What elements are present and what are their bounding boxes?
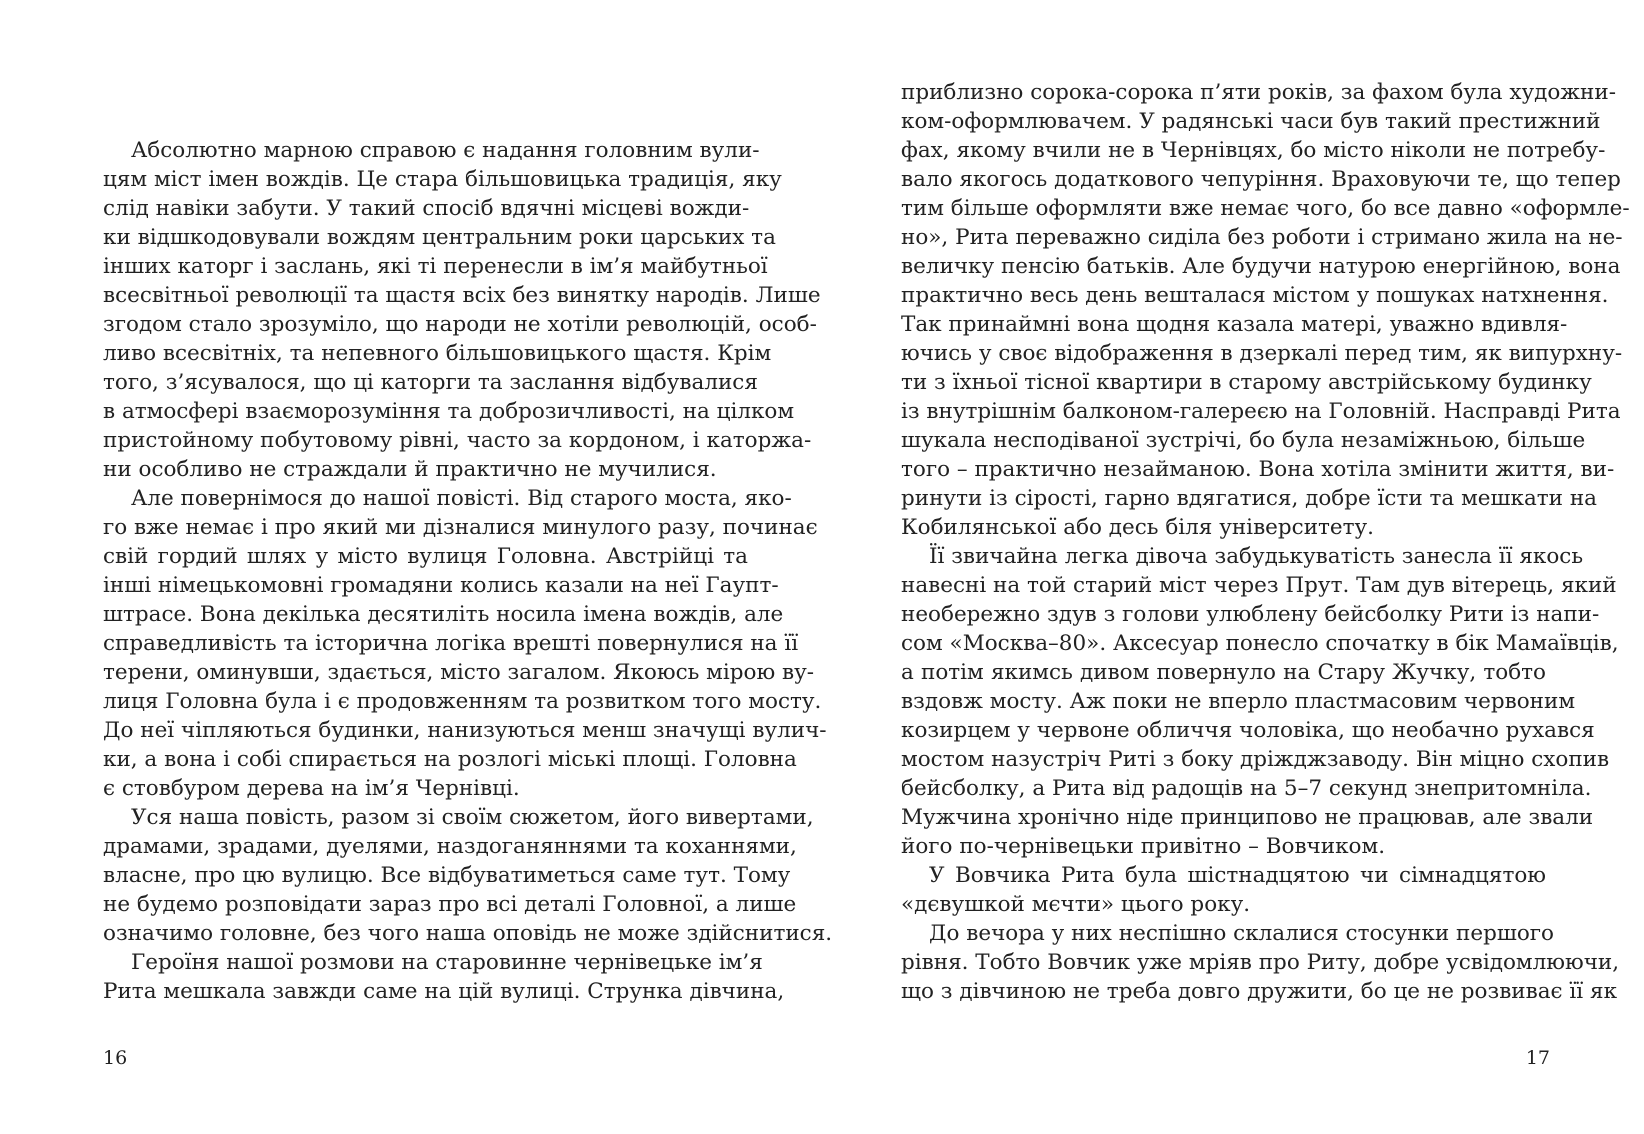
- text-line: рівня. Тобто Вовчик уже мріяв про Риту, добре усвідомлюючи,: [901, 950, 1620, 975]
- text-line: а потім якимсь дивом повернуло на Стару Жучку, тобто: [901, 660, 1546, 685]
- text-line: в атмосфері взаєморозуміння та доброзичливості, на цілком: [103, 399, 795, 424]
- text-line: лиця Головна була і є продовженням та розвитком того мосту.: [103, 689, 822, 714]
- text-line: справедливість та історична логіка врешті повернулися на її: [103, 631, 799, 656]
- text-line: Мужчина хронічно ніде принципово не працював, але звали: [901, 805, 1594, 830]
- text-line: ти з їхньої тісної квартири в старому австрійському будинку: [901, 370, 1592, 395]
- text-line: «дєвушкой мєчти» цього року.: [901, 892, 1251, 917]
- text-line: означимо головне, без чого наша оповідь не може здійснитися.: [103, 921, 833, 946]
- text-line: ючись у своє відображення в дзеркалі перед тим, як випурхну-: [901, 341, 1623, 366]
- text-line: того – практично незайманою. Вона хотіла змінити життя, ви-: [901, 457, 1615, 482]
- text-line: Але повернімося до нашої повісті. Від старого моста, яко-: [131, 486, 792, 511]
- right-page: [822, 0, 1644, 1134]
- text-line: мостом назустріч Риті з боку дріжджзаводу. Він міцно схопив: [901, 747, 1610, 772]
- text-line: не будемо розповідати зараз про всі деталі Головної, а лише: [103, 892, 797, 917]
- text-line: згодом стало зрозуміло, що народи не хотіли революцій, особ-: [103, 312, 817, 337]
- text-line: інших каторг і заслань, які ті перенесли в ім’я майбутньої: [103, 254, 768, 279]
- text-line: терени, оминувши, здається, місто загалом. Якоюсь мірою ву-: [103, 660, 815, 685]
- text-line: но», Рита переважно сиділа без роботи і стримано жила на не-: [901, 225, 1623, 250]
- right-page-number: 17: [1525, 1047, 1550, 1069]
- text-line: Її звичайна легка дівоча забудькуватість занесла її якось: [929, 544, 1584, 569]
- text-line: козирцем у червоне обличчя чоловіка, що необачно рухався: [901, 718, 1595, 743]
- text-line: свій гордий шлях у місто вулиця Головна. Австрійці та: [103, 544, 748, 569]
- text-line: що з дівчиною не треба довго дружити, бо це не розвиває її як: [901, 979, 1618, 1004]
- text-line: інші німецькомовні громадяни колись казали на неї Гаупт-: [103, 573, 779, 598]
- text-line: ливо всесвітніх, та непевного більшовицького щастя. Крім: [103, 341, 772, 366]
- text-line: Рита мешкала завжди саме на цій вулиці. Струнка дівчина,: [103, 979, 785, 1004]
- text-line: того, з’ясувалося, що ці каторги та заслання відбувалися: [103, 370, 758, 395]
- text-line: До неї чіпляються будинки, нанизуються менш значущі вулич-: [103, 718, 827, 743]
- text-line: фах, якому вчили не в Чернівцях, бо місто ніколи не потребу-: [901, 138, 1606, 163]
- text-line: До вечора у них неспішно склалися стосунки першого: [929, 921, 1555, 946]
- text-line: його по-чернівецьки привітно – Вовчиком.: [901, 834, 1386, 859]
- text-line: Так принаймні вона щодня казала матері, уважно вдивля-: [901, 312, 1568, 337]
- text-line: всесвітньої революції та щастя всіх без винятку народів. Лише: [103, 283, 821, 308]
- text-line: тим більше оформляти вже немає чого, бо все давно «оформле-: [901, 196, 1630, 221]
- text-line: сом «Москва–80». Аксесуар понесло спочатку в бік Мамаївців,: [901, 631, 1619, 656]
- text-line: ки, а вона і собі спирається на розлогі міські площі. Головна: [103, 747, 797, 772]
- text-line: власне, про цю вулицю. Все відбуватиметься саме тут. Тому: [103, 863, 791, 888]
- text-line: драмами, зрадами, дуелями, наздоганяннями та коханнями,: [103, 834, 797, 859]
- text-line: слід навіки забути. У такий спосіб вдячні місцеві вожди-: [103, 196, 750, 221]
- text-line: ни особливо не страждали й практично не мучилися.: [103, 457, 717, 482]
- text-line: вздовж мосту. Аж поки не вперло пластмасовим червоним: [901, 689, 1576, 714]
- text-line: штрасе. Вона декілька десятиліть носила імена вождів, але: [103, 602, 784, 627]
- text-line: приблизно сорока-сорока п’яти років, за фахом була художни-: [901, 80, 1616, 105]
- text-line: ки відшкодовували вождям центральним роки царських та: [103, 225, 776, 250]
- text-line: необережно здув з голови улюблену бейсболку Рити із напи-: [901, 602, 1600, 627]
- text-line: практично весь день вешталася містом у пошуках натхнення.: [901, 283, 1609, 308]
- text-line: шукала несподіваної зустрічі, бо була незаміжньою, більше: [901, 428, 1586, 453]
- text-line: є стовбуром дерева на ім’я Чернівці.: [103, 776, 520, 801]
- text-line: Уся наша повість, разом зі своїм сюжетом, його вивертами,: [131, 805, 814, 830]
- text-line: ком-оформлювачем. У радянські часи був такий престижний: [901, 109, 1601, 134]
- right-page-text: [901, 78, 1630, 1006]
- text-line: вало якогось додаткового чепуріння. Враховуючи те, що тепер: [901, 167, 1621, 192]
- text-line: із внутрішнім балконом-галереєю на Головній. Насправді Рита: [901, 399, 1621, 424]
- text-line: У Вовчика Рита була шістнадцятою чи сімнадцятою: [929, 863, 1546, 888]
- text-line: Героїня нашої розмови на старовинне чернівецьке ім’я: [131, 950, 763, 975]
- text-line: навесні на той старий міст через Прут. Там дув вітерець, який: [901, 573, 1617, 598]
- text-line: цям міст імен вождів. Це стара більшовицька традиція, яку: [103, 167, 782, 192]
- text-line: ринути із сірості, гарно вдягатися, добре їсти та мешкати на: [901, 486, 1597, 511]
- text-line: Кобилянської або десь біля університету.: [901, 515, 1375, 540]
- left-page-number: 16: [103, 1047, 128, 1069]
- left-page-text: [103, 136, 833, 1006]
- text-line: пристойному побутовому рівні, часто за кордоном, і каторжа-: [103, 428, 812, 453]
- text-line: Абсолютно марною справою є надання головним вули-: [131, 138, 760, 163]
- text-line: бейсболку, а Рита від радощів на 5–7 секунд знепритомніла.: [901, 776, 1592, 801]
- text-line: величку пенсію батьків. Але будучи натурою енергійною, вона: [901, 254, 1621, 279]
- text-line: го вже немає і про який ми дізналися минулого разу, починає: [103, 515, 818, 540]
